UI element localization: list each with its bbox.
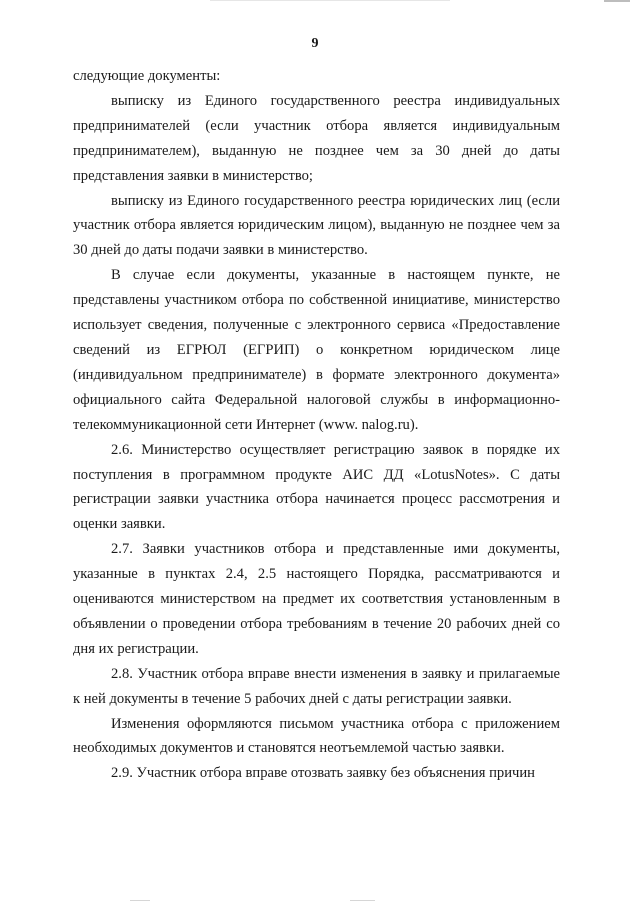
scan-artifact bbox=[210, 0, 450, 1]
scan-artifact bbox=[130, 900, 150, 901]
paragraph-2-6: 2.6. Министерство осуществляет регистрацию заявок в порядке их поступления в программном продукте АИС ДД «LotusNotes». С даты регистрации заявки участника отбора начинается процесс рассмотрения и оценки заявки. bbox=[73, 441, 560, 533]
scan-artifact bbox=[604, 0, 630, 2]
scan-artifact bbox=[350, 900, 375, 901]
paragraph-documents-not-provided: В случае если документы, указанные в настоящем пункте, не представлены участником отбора по собственной инициативе, министерство использует сведения, полученные с электронного сервиса «Предоставление сведений из ЕГРЮЛ (ЕГРИП) о конкретном юридическом лице (индивидуальном предпринимателе) в формате электронного документа» официального сайта Федеральной налоговой службы в информационно-телекоммуникационной сети Интернет (www. nalog.ru). bbox=[73, 267, 560, 433]
paragraph-2-9: 2.9. Участник отбора вправе отозвать заявку без объяснения причин bbox=[111, 765, 535, 782]
page-number: 9 bbox=[311, 36, 319, 51]
paragraph-changes: Изменения оформляются письмом участника отбора с приложением необходимых документов и становятся неотъемлемой частью заявки. bbox=[73, 715, 560, 757]
paragraph-2-8: 2.8. Участник отбора вправе внести изменения в заявку и прилагаемые к ней документы в течение 5 рабочих дней с даты регистрации заявки. bbox=[73, 665, 560, 707]
paragraph-2-7: 2.7. Заявки участников отбора и представленные ими документы, указанные в пунктах 2.4, 2.5 настоящего Порядка, рассматриваются и оцениваются министерством на предмет их соответствия установленным в объявлении о проведении отбора требованиям в течение 20 рабочих дней со дня их регистрации. bbox=[73, 541, 560, 657]
paragraph-lead-in: следующие документы: bbox=[73, 68, 221, 84]
body-text bbox=[73, 64, 560, 786]
paragraph-egrul-extract: выписку из Единого государственного реестра юридических лиц (если участник отбора является юридическим лицом), выданную не позднее чем за 30 дней до даты подачи заявки в министерство. bbox=[73, 192, 560, 259]
paragraph-egrip-extract: выписку из Единого государственного реестра индивидуальных предпринимателей (если участник отбора является индивидуальным предпринимателем), выданную не позднее чем за 30 дней до даты представления заявки в министерство; bbox=[73, 92, 560, 184]
